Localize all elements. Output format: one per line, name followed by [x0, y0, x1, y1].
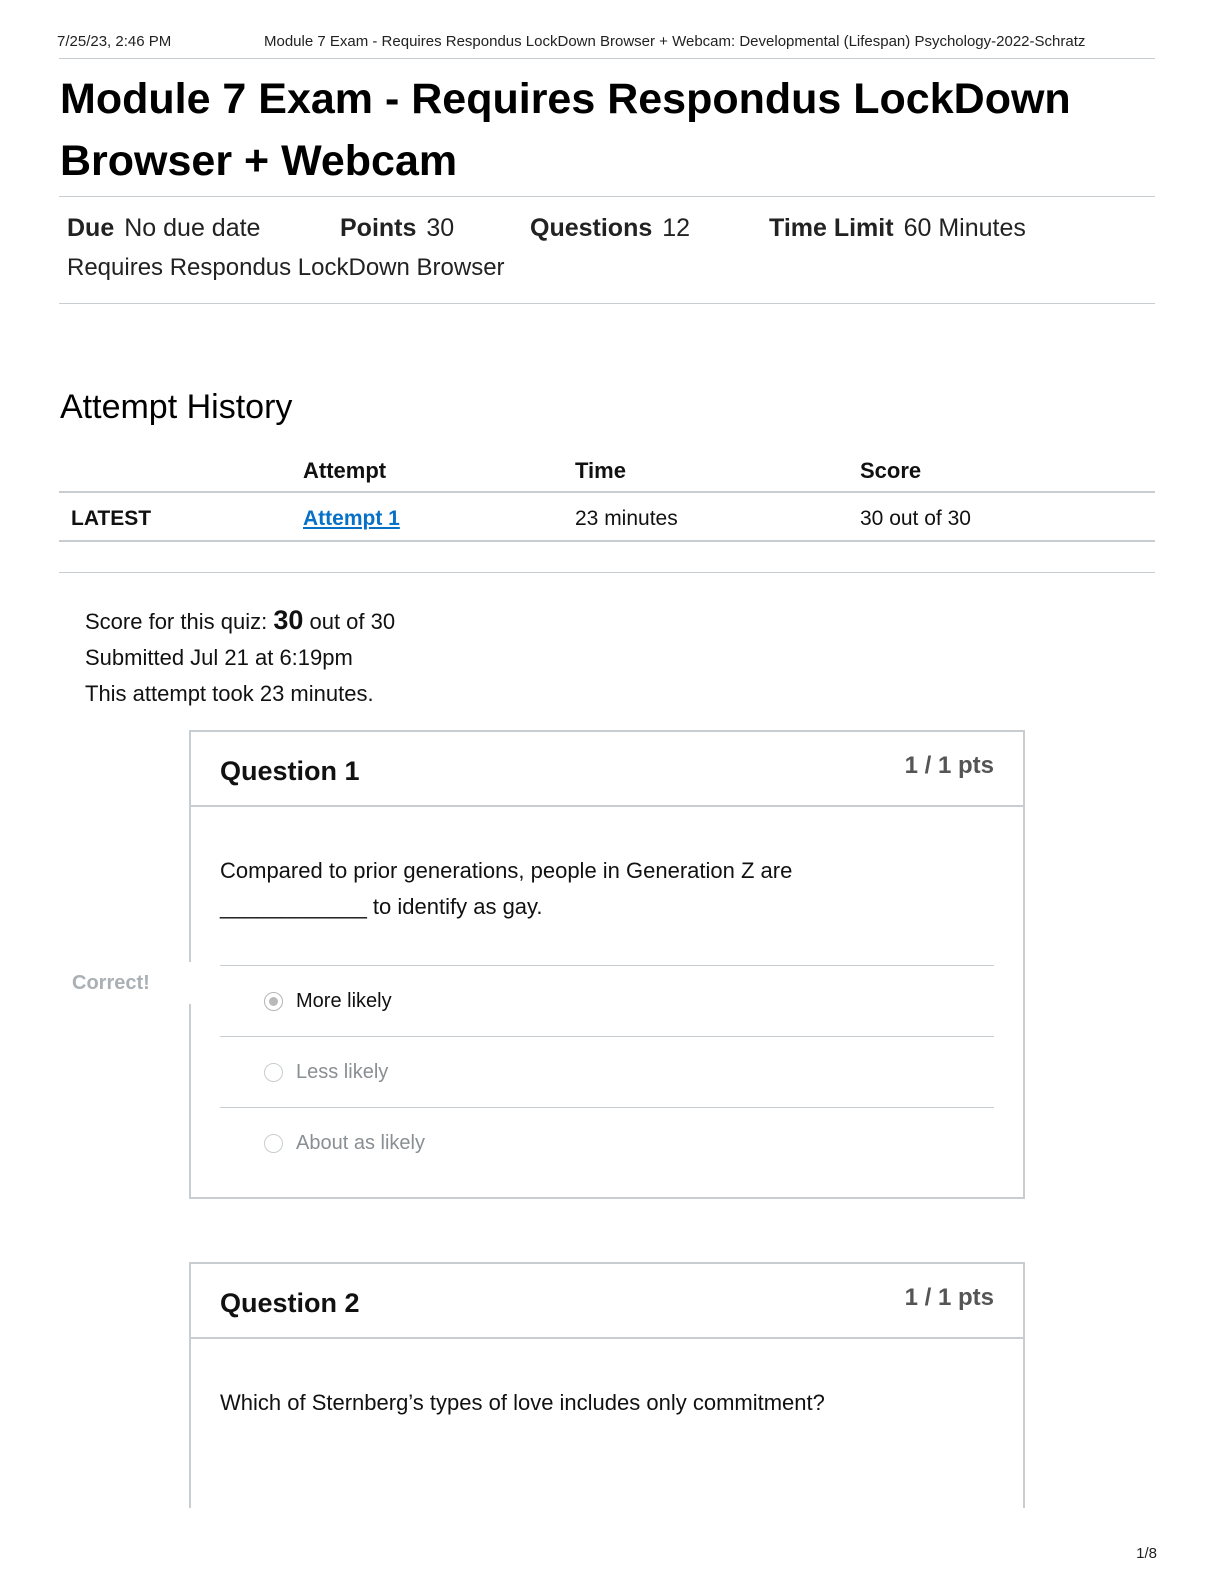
time-limit-label: Time Limit [769, 214, 894, 242]
questions-count [530, 214, 690, 243]
print-date: 7/25/23, 2:46 PM [57, 33, 172, 50]
question-1 [189, 730, 1025, 1199]
radio-empty-icon[interactable] [264, 1134, 283, 1153]
points-label: Points [340, 214, 417, 242]
correct-marker-gap [187, 962, 193, 1004]
column-header-score: Score [860, 458, 922, 483]
question-text-line: ____________ to identify as gay. [220, 894, 543, 919]
question-body [191, 1339, 1023, 1421]
lockdown-requirement: Requires Respondus LockDown Browser [67, 254, 505, 281]
answer-option[interactable] [220, 1037, 994, 1108]
answer-label: Less likely [296, 1061, 389, 1083]
score-summary [85, 602, 395, 712]
attempt-history-table [59, 450, 1155, 542]
question-title: Question 2 [220, 1288, 360, 1318]
details-divider [59, 303, 1155, 304]
print-header [57, 33, 1154, 53]
score-value: 30 [273, 605, 304, 635]
question-body [191, 807, 1023, 1179]
column-header-time: Time [575, 458, 626, 483]
time-limit [769, 214, 1026, 243]
submitted-time: Submitted Jul 21 at 6:19pm [85, 645, 353, 670]
answer-label: More likely [296, 990, 392, 1012]
attempt-duration: This attempt took 23 minutes. [85, 681, 374, 706]
due-date [67, 214, 260, 243]
radio-selected-icon[interactable] [264, 992, 283, 1011]
print-page-title: Module 7 Exam - Requires Respondus LockDown Browser + Webcam: Developmental (Lifespan) Psychology-2022-Schratz [264, 33, 1086, 50]
table-header [59, 450, 1155, 493]
table-row [59, 493, 1155, 542]
column-header-attempt: Attempt [303, 458, 387, 483]
score-suffix: out of 30 [309, 609, 396, 634]
score-prefix: Score for this quiz: [85, 609, 268, 634]
answer-option[interactable] [220, 1108, 994, 1179]
question-text [220, 807, 994, 925]
title-divider [59, 196, 1155, 197]
attempt-score: 30 out of 30 [860, 507, 971, 530]
radio-empty-icon[interactable] [264, 1063, 283, 1082]
history-divider [59, 572, 1155, 573]
question-text: Which of Sternberg’s types of love includes only commitment? [220, 1390, 825, 1415]
question-text-line: Compared to prior generations, people in Generation Z are [220, 858, 793, 883]
header-divider [59, 58, 1155, 59]
attempt-history-title: Attempt History [60, 388, 293, 426]
correct-answer-tag: Correct! [72, 972, 150, 994]
latest-label: LATEST [71, 507, 152, 530]
quiz-score [85, 602, 395, 640]
quiz-title: Module 7 Exam - Requires Respondus LockDown Browser + Webcam [60, 75, 1071, 185]
points-value: 30 [426, 214, 455, 242]
page-number: 1/8 [1136, 1545, 1157, 1562]
question-title: Question 1 [220, 756, 360, 786]
attempt-time: 23 minutes [575, 507, 678, 530]
answer-label: About as likely [296, 1132, 425, 1154]
points [340, 214, 454, 243]
due-label: Due [67, 214, 115, 242]
question-header [191, 732, 1023, 807]
quiz-details [67, 214, 1147, 282]
question-header [191, 1264, 1023, 1339]
question-2 [189, 1262, 1025, 1508]
question-points: 1 / 1 pts [904, 1284, 994, 1311]
questions-label: Questions [530, 214, 653, 242]
attempt-1-link[interactable]: Attempt 1 [303, 507, 400, 530]
time-limit-value: 60 Minutes [903, 214, 1026, 242]
questions-value: 12 [662, 214, 691, 242]
answer-list [220, 965, 994, 1179]
answer-option[interactable] [220, 966, 994, 1037]
question-points: 1 / 1 pts [904, 752, 994, 779]
due-value: No due date [124, 214, 261, 242]
